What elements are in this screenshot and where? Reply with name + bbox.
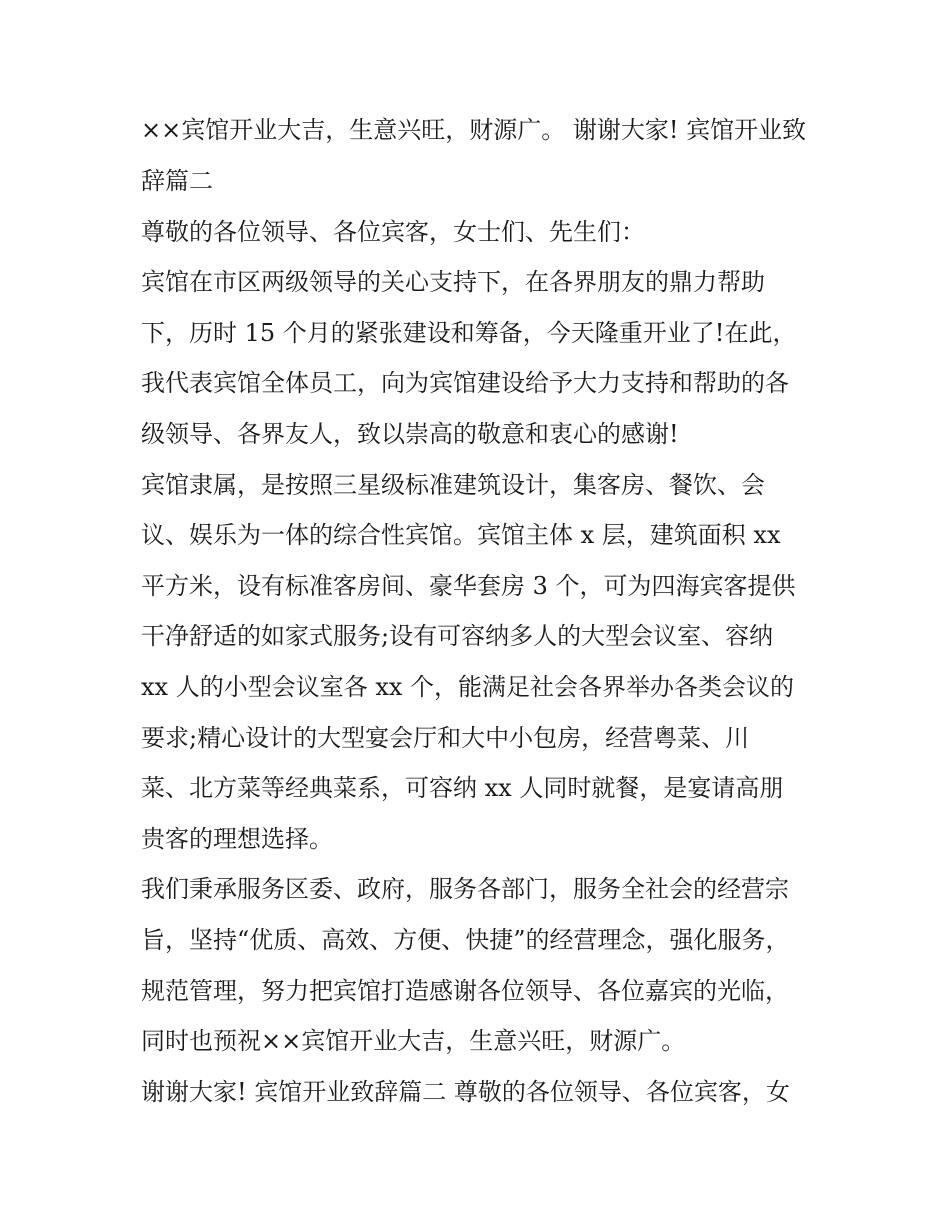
text-line: 同时也预祝××宾馆开业大吉，生意兴旺，财源广。 xyxy=(141,1027,686,1055)
text-line: 级领导、各界友人，致以崇高的敬意和衷心的感谢! xyxy=(141,420,679,448)
text-line: 菜、北方菜等经典菜系，可容纳 xx 人同时就餐，是宴请高朋 xyxy=(141,774,784,802)
text-line: 干净舒适的如家式服务;设有可容纳多人的大型会议室、容纳 xyxy=(141,622,774,650)
text-line: ××宾馆开业大吉，生意兴旺，财源广。 谢谢大家! 宾馆开业致 xyxy=(141,116,807,144)
text-line: 贵客的理想选择。 xyxy=(141,825,333,853)
text-line: 要求;精心设计的大型宴会厅和大中小包房，经营粤菜、川 xyxy=(141,724,750,752)
text-line: xx 人的小型会议室各 xx 个，能满足社会各界举办各类会议的 xyxy=(141,673,795,701)
text-line: 谢谢大家! 宾馆开业致辞篇二 尊敬的各位领导、各位宾客，女 xyxy=(141,1078,790,1106)
text-line: 宾馆在市区两级领导的关心支持下，在各界朋友的鼎力帮助 xyxy=(141,268,765,296)
text-line: 规范管理，努力把宾馆打造感谢各位领导、各位嘉宾的光临， xyxy=(141,977,789,1005)
text-line: 议、娱乐为一体的综合性宾馆。宾馆主体 x 层，建筑面积 xx xyxy=(141,521,781,549)
text-line: 我代表宾馆全体员工，向为宾馆建设给予大力支持和帮助的各 xyxy=(141,369,789,397)
text-line: 我们秉承服务区委、政府，服务各部门，服务全社会的经营宗 xyxy=(141,875,789,903)
text-line: 辞篇二 xyxy=(141,167,213,195)
text-line: 下，历时 15 个月的紧张建设和筹备，今天隆重开业了!在此， xyxy=(141,319,797,347)
text-line: 平方米，设有标准客房间、豪华套房 3 个，可为四海宾客提供 xyxy=(141,572,796,600)
text-line: 尊敬的各位领导、各位宾客，女士们、先生们： xyxy=(141,218,645,246)
text-line: 旨，坚持“优质、高效、方便、快捷”的经营理念，强化服务， xyxy=(141,926,790,954)
text-line: 宾馆隶属，是按照三星级标准建筑设计，集客房、餐饮、会 xyxy=(141,471,765,499)
